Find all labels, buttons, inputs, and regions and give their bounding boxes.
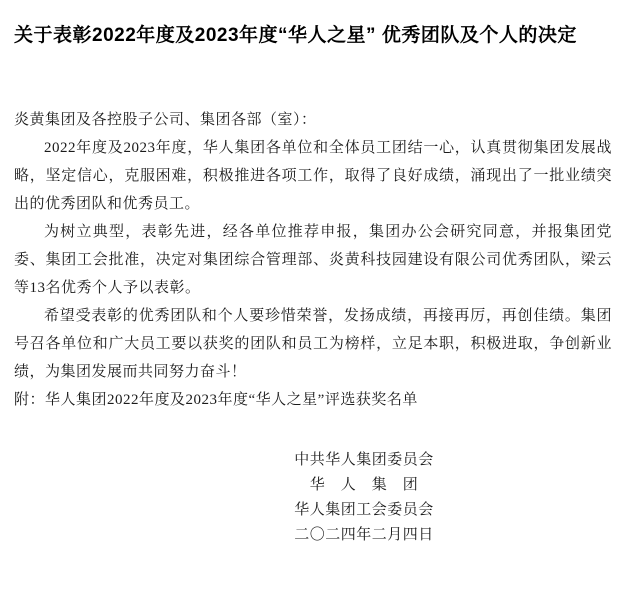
signature-block	[294, 448, 434, 548]
paragraph-achievements: 2022年度及2023年度，华人集团各单位和全体员工团结一心，认真贯彻集团发展战略，坚定信心，克服困难，积极推进各项工作，取得了良好成绩，涌现出了一批业绩突出的优秀团队和优秀员工。	[14, 140, 612, 212]
paragraph-call-to-action: 希望受表彰的优秀团队和个人要珍惜荣誉，发扬成绩，再接再厉，再创佳绩。集团号召各单位和广大员工要以获奖的团队和员工为榜样，立足本职，积极进取，争创新业绩，为集团发展而共同努力奋斗！	[14, 308, 612, 380]
signature-party-committee: 中共华人集团委员会	[294, 452, 434, 468]
paragraph-commendation-decision: 为树立典型，表彰先进，经各单位推荐申报，集团办公会研究同意，并报集团党委、集团工会批准，决定对集团综合管理部、炎黄科技园建设有限公司优秀团队，梁云等13名优秀个人予以表彰。	[14, 224, 612, 296]
document-title: 关于表彰2022年度及2023年度“华人之星” 优秀团队及个人的决定	[14, 25, 577, 46]
salutation-line: 炎黄集团及各控股子公司、集团各部（室）：	[14, 112, 317, 128]
attachment-note: 附：华人集团2022年度及2023年度“华人之星”评选获奖名单	[14, 392, 418, 408]
signature-group: 华 人 集 团	[309, 477, 419, 493]
signature-date: 二〇二四年二月四日	[294, 527, 434, 543]
signature-labor-union: 华人集团工会委员会	[294, 502, 434, 518]
document-body	[14, 106, 612, 548]
